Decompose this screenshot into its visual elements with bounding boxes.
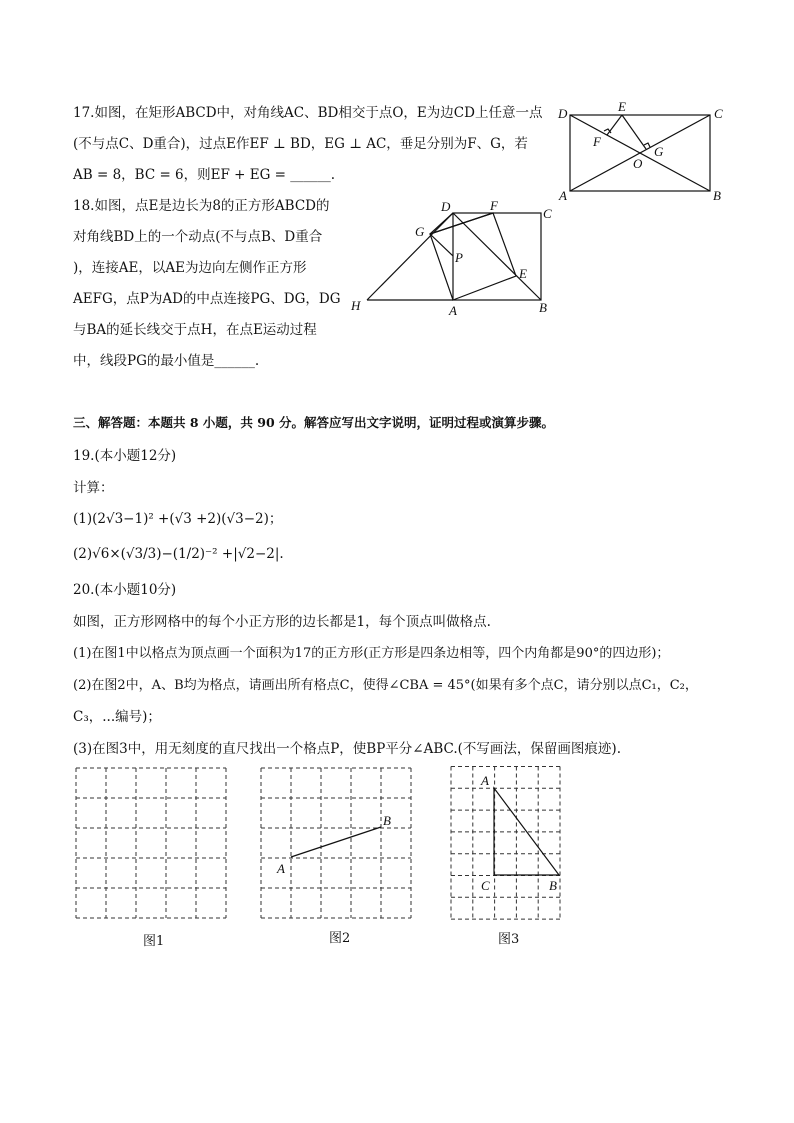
q17-label-E: E	[618, 99, 626, 114]
segment-AB	[291, 827, 381, 857]
grid3-label-A: A	[481, 773, 489, 788]
grid3-label-C: C	[481, 878, 490, 893]
grid-figure-1	[74, 766, 230, 922]
q18-line1: 18.如图，点E是边长为8的正方形ABCD的	[73, 198, 330, 214]
q19-part1: (1)(2√3−1)² +(√3 +2)(√3−2)；	[73, 511, 283, 527]
grid2-label-A: A	[277, 861, 285, 876]
q18-label-D: D	[441, 199, 451, 214]
q18-line4: AEFG，点P为AD的中点连接PG、DG，DG	[73, 291, 341, 307]
q18-label-B: B	[539, 300, 547, 315]
q17-label-A: A	[559, 188, 567, 203]
q17-label-D: D	[558, 106, 568, 121]
q20-intro: 如图，正方形网格中的每个小正方形的边长都是1，每个顶点叫做格点.	[73, 614, 491, 630]
grid-figure-3	[449, 766, 567, 922]
q17-label-B: B	[713, 188, 721, 203]
q17-label-O: O	[633, 156, 643, 171]
q18-figure	[345, 196, 560, 321]
q18-label-H: H	[351, 298, 361, 313]
q20-part2-line2: C₃，...编号)；	[73, 709, 161, 725]
grid-figure-2	[259, 766, 415, 922]
q18-label-G: G	[415, 224, 425, 239]
q17-line1: 17.如图，在矩形ABCD中，对角线AC、BD相交于点O，E为边CD上任意一点	[73, 105, 543, 121]
q17-label-G: G	[654, 144, 664, 159]
q17-label-F: F	[593, 134, 601, 149]
grid2-label-B: B	[383, 813, 391, 828]
q17-line2: (不与点C、D重合)，过点E作EF ⊥ BD，EG ⊥ AC，垂足分别为F、G，若	[73, 136, 528, 152]
q18-label-A: A	[449, 303, 457, 318]
q17-label-C: C	[714, 106, 723, 121]
q19-intro: 计算：	[73, 480, 114, 496]
q18-label-P: P	[455, 250, 463, 265]
q18-label-E: E	[519, 266, 527, 281]
q19-title: 19.(本小题12分)	[73, 448, 177, 464]
grid3-caption: 图3	[498, 932, 520, 947]
q19-part2: (2)√6×(√3/3)−(1/2)⁻² +|√2−2|.	[73, 546, 284, 562]
q17-figure	[556, 98, 726, 206]
section-heading: 三、解答题：本题共 8 小题，共 90 分。解答应写出文字说明，证明过程或演算步骤。	[73, 415, 555, 430]
q18-line5: 与BA的延长线交于点H，在点E运动过程	[73, 322, 317, 338]
grid3-label-B: B	[549, 878, 557, 893]
grid2-caption: 图2	[329, 931, 351, 946]
q17-line3: AB = 8，BC = 6，则EF + EG = ______.	[73, 167, 336, 183]
q18-line6: 中，线段PG的最小值是______.	[73, 353, 260, 369]
q18-label-C: C	[543, 206, 552, 221]
q18-line2: 对角线BD上的一个动点(不与点B、D重合	[73, 229, 323, 245]
q20-part3: (3)在图3中，用无刻度的直尺找出一个格点P，使BP平分∠ABC.(不写画法，保留画图痕迹).	[73, 741, 621, 757]
q20-title: 20.(本小题10分)	[73, 582, 177, 598]
q20-part2-line1: (2)在图2中，A、B均为格点，请画出所有格点C，使得∠CBA = 45°(如果有多个点C，请分别以点C₁，C₂，	[73, 678, 698, 693]
q18-label-F: F	[490, 198, 498, 213]
q20-part1: (1)在图1中以格点为顶点画一个面积为17的正方形(正方形是四条边相等，四个内角都是90°的四边形)；	[73, 646, 670, 661]
q18-line3: )，连接AE，以AE为边向左侧作正方形	[73, 260, 307, 276]
grid1-caption: 图1	[143, 934, 165, 949]
